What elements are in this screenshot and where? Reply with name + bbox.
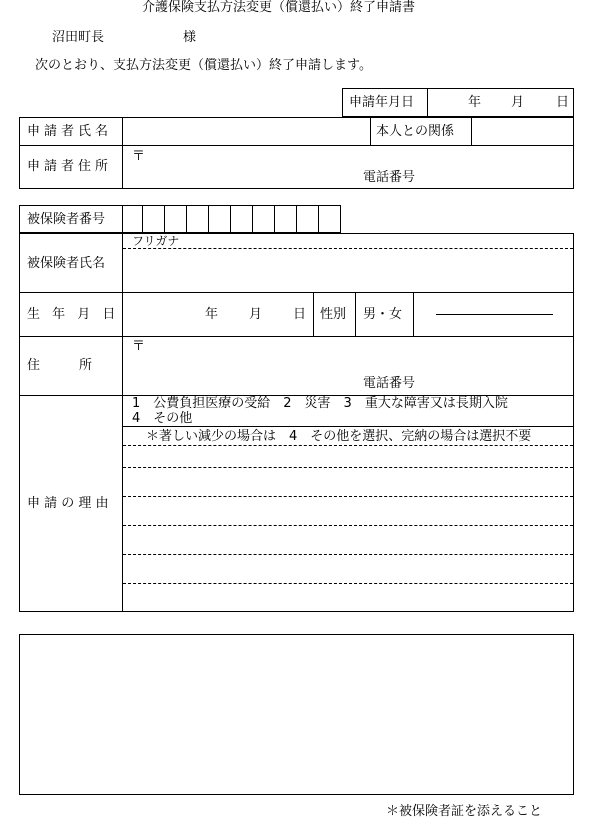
insured-address-label: 住 所 [27, 358, 93, 373]
birth-date-label: 生 年 月 日 [27, 307, 120, 322]
reason-label: 申 請 の 理 由 [27, 496, 109, 511]
intro-text: 次のとおり、支払方法変更（償還払い）終了申請します。 [35, 58, 372, 73]
application-month-label: 月 [511, 95, 525, 110]
insured-postal-mark: 〒 [132, 339, 146, 354]
applicant-postal-mark: 〒 [132, 149, 146, 164]
blank-underline [436, 314, 553, 315]
insured-number-digit-cells[interactable] [122, 205, 341, 233]
sex-options[interactable]: 男・女 [363, 307, 403, 322]
birth-year-label: 年 [205, 307, 219, 322]
reason-options-line2: 4 その他 [132, 411, 193, 426]
birth-day-label: 日 [293, 307, 307, 322]
footer-note: ＊被保険者証を添えること [386, 804, 543, 819]
insured-phone-label: 電話番号 [363, 376, 416, 391]
relation-field[interactable] [472, 118, 573, 144]
applicant-address-field[interactable] [123, 146, 573, 188]
application-date-label: 申請年月日 [349, 95, 415, 110]
insured-name-label: 被保険者氏名 [27, 256, 106, 271]
relation-label: 本人との関係 [376, 124, 455, 139]
birth-date-field[interactable] [123, 293, 312, 335]
applicant-name-label: 申請者氏名 [27, 124, 113, 139]
birth-month-label: 月 [249, 307, 263, 322]
applicant-address-label: 申請者住所 [27, 159, 113, 174]
reason-options-line1: 1 公費負担医療の受給 2 災害 3 重大な障害又は長期入院 [132, 396, 508, 411]
application-year-label: 年 [468, 95, 482, 110]
remarks-box[interactable] [19, 634, 574, 795]
sex-label: 性別 [320, 307, 347, 322]
insured-number-label: 被保険者番号 [27, 212, 106, 227]
addressee-mayor: 沼田町長 [52, 30, 105, 45]
furigana-field[interactable] [190, 234, 573, 247]
application-day-label: 日 [556, 95, 570, 110]
furigana-label: フリガナ [132, 234, 180, 248]
applicant-phone-label: 電話番号 [363, 170, 416, 185]
insured-name-field[interactable] [123, 250, 573, 291]
reason-note: ＊著しい減少の場合は 4 その他を選択、完納の場合は選択不要 [146, 429, 532, 444]
insured-address-field[interactable] [123, 337, 573, 394]
applicant-name-field[interactable] [123, 118, 369, 144]
addressee-honorific: 様 [183, 30, 197, 45]
form-title: 介護保険支払方法変更（償還払い）終了申請書 [142, 0, 416, 15]
reason-text-area[interactable] [123, 446, 573, 611]
